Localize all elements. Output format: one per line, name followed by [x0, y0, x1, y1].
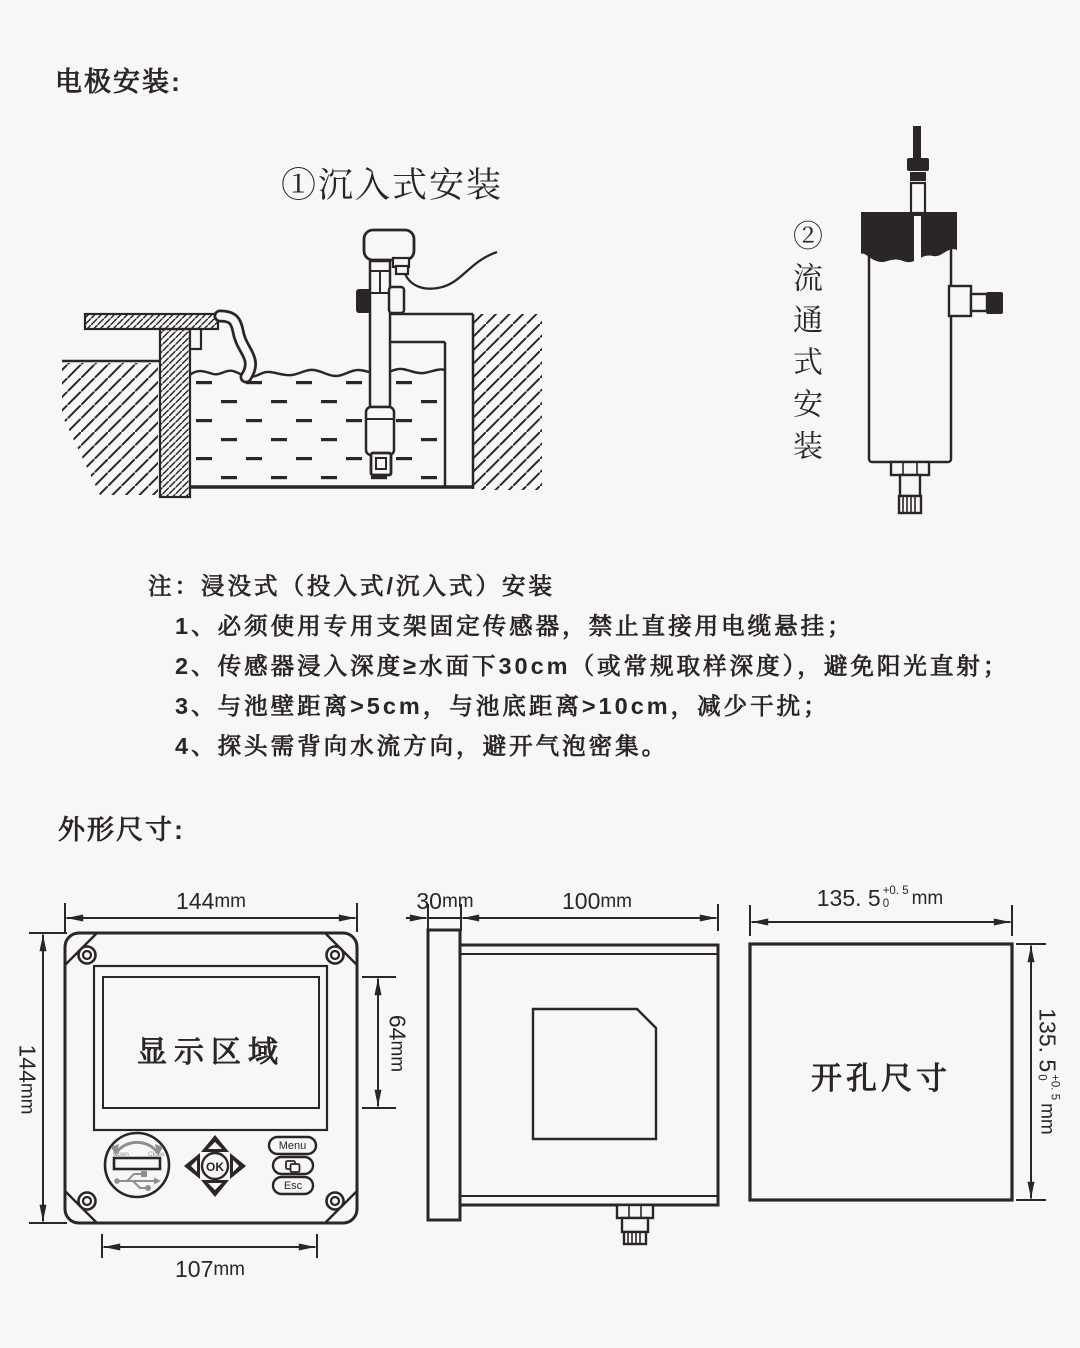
front-height-dimension: 144 mm	[14, 1044, 41, 1115]
sensor-cable	[403, 252, 497, 289]
outline-dimensions-heading: 外形尺寸:	[58, 815, 185, 845]
usb-port	[105, 1133, 169, 1197]
submersible-caption: ①沉入式安装	[281, 166, 504, 206]
cutout-view-drawing	[740, 870, 1070, 1220]
menu-key-label: Menu	[278, 1140, 307, 1152]
submersible-installation-diagram	[55, 220, 555, 510]
notes-title: 注：浸没式（投入式/沉入式）安装	[148, 573, 556, 599]
esc-key-label: Esc	[283, 1180, 303, 1192]
note-item-3: 3、与池壁距离>5cm，与池底距离>10cm，减少干扰；	[175, 693, 830, 719]
usb-open-label: Open	[113, 1151, 129, 1158]
installation-notes	[148, 566, 1028, 766]
flow-cell-body	[861, 126, 1003, 513]
body-width-dimension: 100 mm	[561, 888, 633, 914]
cable-gland	[617, 1205, 653, 1244]
note-item-2: 2、传感器浸入深度≥水面下30cm（或常规取样深度），避免阳光直射；	[175, 653, 1010, 679]
panel-depth-dimension: 30 mm	[416, 888, 474, 914]
front-view-drawing	[15, 880, 415, 1300]
flow-cell-outlet-port	[949, 286, 1003, 316]
electrode-installation-heading: 电极安装:	[55, 67, 182, 97]
cutout-width-dimension: 135. 5 +0. 5 0 mm	[816, 884, 944, 911]
flow-through-diagram	[850, 110, 1020, 530]
ok-key-label: OK	[206, 1160, 224, 1174]
flow-cell-bottom-fitting	[891, 462, 929, 513]
flow-through-caption: ②流通式安装	[787, 220, 822, 472]
controller-side-body	[428, 930, 718, 1244]
inlet-pipe	[220, 316, 250, 377]
note-item-4: 4、探头需背向水流方向，避开气泡密集。	[175, 733, 669, 759]
side-view-drawing	[405, 880, 735, 1300]
cutout-height-dimension: 135. 5 +0. 5 0 mm	[1034, 1008, 1061, 1135]
usb-close-label: Close	[148, 1151, 165, 1158]
cutout-size-label: 开孔尺寸	[811, 1061, 951, 1097]
tank-water	[190, 369, 445, 484]
controller-front-panel	[65, 933, 357, 1223]
front-width-dimension: 144 mm	[175, 888, 247, 914]
keypad-width-dimension: 107 mm	[174, 1256, 246, 1282]
note-item-1: 1、必须使用专用支架固定传感器，禁止直接用电缆悬挂；	[175, 613, 854, 639]
display-height-dimension: 64 mm	[384, 1014, 411, 1073]
display-area-label: 显示区域	[137, 1035, 285, 1070]
